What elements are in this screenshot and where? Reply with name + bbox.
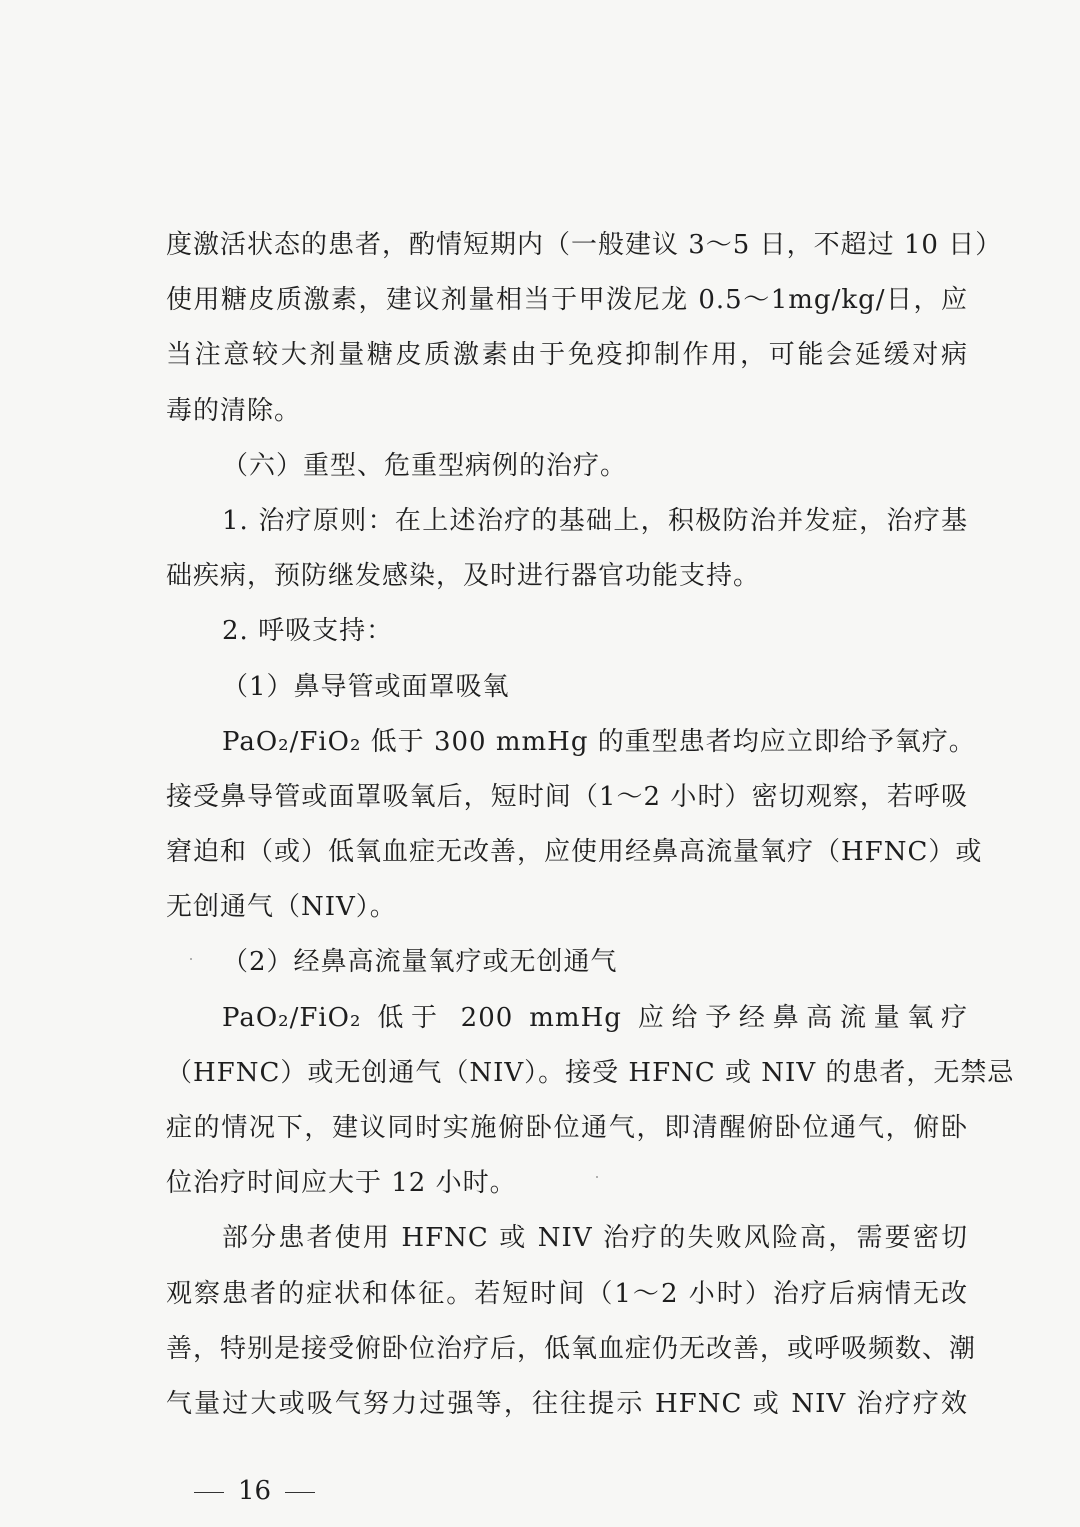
subheading: 2. 呼吸支持：	[222, 616, 394, 647]
text-line: 症的情况下，建议同时实施俯卧位通气，即清醒俯卧位通气，俯卧	[166, 1113, 968, 1143]
text-line: 无创通气（NIV）。	[166, 892, 397, 923]
dash-left	[194, 1492, 224, 1493]
text-line: 窘迫和（或）低氧血症无改善，应使用经鼻高流量氧疗（HFNC）或	[166, 837, 983, 868]
subheading: （2）经鼻高流量氧疗或无创通气	[222, 947, 618, 978]
text-line: 度激活状态的患者，酌情短期内（一般建议 3～5 日，不超过 10 日）	[166, 230, 1003, 260]
text-line: 1. 治疗原则：在上述治疗的基础上，积极防治并发症，治疗基	[222, 505, 968, 536]
text-line: PaO₂/FiO₂ 低于 300 mmHg 的重型患者均应立即给予氧疗。	[222, 726, 976, 757]
scan-speck	[596, 1176, 598, 1178]
subheading: （1）鼻导管或面罩吸氧	[222, 671, 510, 702]
text-line: 当注意较大剂量糖皮质激素由于免疫抑制作用，可能会延缓对病	[166, 340, 968, 371]
text-line: 观察患者的症状和体征。若短时间（1～2 小时）治疗后病情无改	[166, 1278, 968, 1309]
text-line: 位治疗时间应大于 12 小时。	[166, 1168, 517, 1199]
dash-right	[285, 1492, 315, 1493]
page-number-value: 16	[238, 1476, 272, 1506]
text-line: 毒的清除。	[166, 395, 302, 426]
text-line: PaO₂/FiO₂ 低于 200 mmHg 应给予经鼻高流量氧疗	[222, 1002, 968, 1033]
text-line: 善，特别是接受俯卧位治疗后，低氧血症仍无改善，或呼吸频数、潮	[166, 1333, 977, 1364]
text-line: 部分患者使用 HFNC 或 NIV 治疗的失败风险高，需要密切	[222, 1223, 968, 1254]
body-text	[166, 218, 1015, 1432]
text-line: 气量过大或吸气努力过强等，往往提示 HFNC 或 NIV 治疗疗效	[166, 1388, 968, 1419]
text-line: 使用糖皮质激素，建议剂量相当于甲泼尼龙 0.5～1mg/kg/日，应	[166, 285, 968, 316]
text-line: （HFNC）或无创通气（NIV）。接受 HFNC 或 NIV 的患者，无禁忌	[166, 1057, 1015, 1088]
text-line: 础疾病，预防继发感染，及时进行器官功能支持。	[166, 561, 761, 592]
scan-speck	[190, 958, 192, 960]
text-line: 接受鼻导管或面罩吸氧后，短时间（1～2 小时）密切观察，若呼吸	[166, 781, 968, 812]
page-number	[194, 1474, 324, 1508]
section-heading: （六）重型、危重型病例的治疗。	[222, 450, 628, 481]
